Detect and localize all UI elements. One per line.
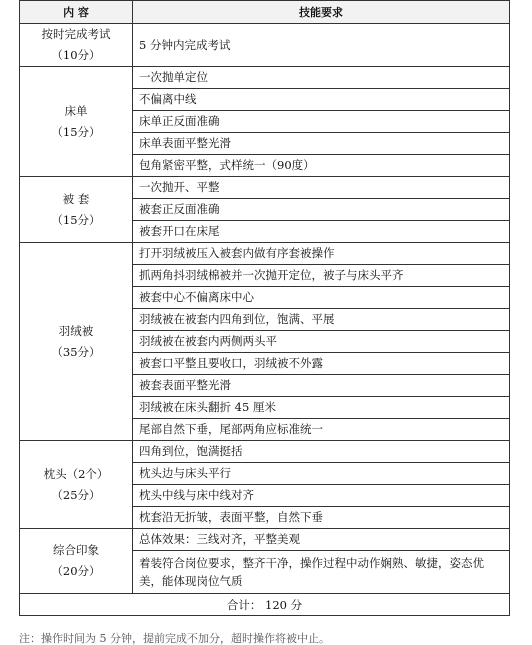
scoring-table bbox=[19, 0, 510, 616]
section-score: （20分） bbox=[51, 564, 101, 578]
requirement-item: 着装符合岗位要求，整齐干净，操作过程中动作娴熟、敏捷，姿态优美，能体现岗位气质 bbox=[133, 551, 510, 594]
section-score: （10分） bbox=[51, 48, 101, 62]
requirement-item: 一次抛单定位 bbox=[133, 67, 510, 89]
section-cell bbox=[20, 67, 133, 177]
section-name: 羽绒被 bbox=[58, 323, 94, 338]
total-cell: 合计： 120 分 bbox=[20, 594, 510, 616]
section-score: （35分） bbox=[51, 344, 101, 359]
footnote: 注：操作时间为 5 分钟，提前完成不加分，超时操作将被中止。 bbox=[19, 632, 330, 645]
requirement-item: 打开羽绒被压入被套内做有序套被操作 bbox=[133, 243, 510, 265]
requirement-item: 抓两角抖羽绒棉被并一次抛开定位，被子与床头平齐 bbox=[133, 265, 510, 287]
section-name: 按时完成考试 bbox=[41, 27, 111, 41]
header-content: 内 容 bbox=[20, 1, 133, 24]
section-cell bbox=[20, 243, 133, 441]
requirement-item: 尾部自然下垂，尾部两角应标准统一 bbox=[133, 419, 510, 441]
section-cell bbox=[20, 529, 133, 594]
requirement-item: 被套正反面准确 bbox=[133, 199, 510, 221]
requirement-item: 四角到位，饱满挺括 bbox=[133, 441, 510, 463]
requirement-item: 不偏离中线 bbox=[133, 89, 510, 111]
table-row bbox=[20, 177, 510, 199]
section-score: （25分） bbox=[51, 487, 101, 502]
table-row bbox=[20, 441, 510, 463]
requirement-item: 包角紧密平整，式样统一（90度） bbox=[133, 155, 510, 177]
requirement-item: 羽绒被在被套内两侧两头平 bbox=[133, 331, 510, 353]
table-row bbox=[20, 243, 510, 265]
total-row bbox=[20, 594, 510, 616]
requirement-item: 枕套沿无折皱，表面平整，自然下垂 bbox=[133, 507, 510, 529]
section-cell bbox=[20, 441, 133, 529]
header-requirements: 技能要求 bbox=[133, 1, 510, 24]
section-name: 综合印象 bbox=[53, 543, 99, 557]
requirement-item: 床单表面平整光滑 bbox=[133, 133, 510, 155]
requirement-item: 被套开口在床尾 bbox=[133, 221, 510, 243]
scoring-table-page bbox=[19, 0, 509, 616]
requirement-item: 枕头中线与床中线对齐 bbox=[133, 485, 510, 507]
table-header-row bbox=[20, 1, 510, 24]
requirement-item: 枕头边与床头平行 bbox=[133, 463, 510, 485]
section-cell bbox=[20, 177, 133, 243]
requirement-item: 羽绒被在被套内四角到位，饱满、平展 bbox=[133, 309, 510, 331]
requirement-item: 床单正反面准确 bbox=[133, 111, 510, 133]
section-name: 床单 bbox=[64, 103, 88, 118]
requirement-item: 被套表面平整光滑 bbox=[133, 375, 510, 397]
requirement-item: 总体效果：三线对齐，平整美观 bbox=[133, 529, 510, 551]
requirement-item: 5 分钟内完成考试 bbox=[133, 24, 510, 67]
section-score: （15分） bbox=[51, 124, 101, 139]
section-name: 枕头（2个） bbox=[43, 466, 109, 481]
requirement-item: 被套口平整且要收口，羽绒被不外露 bbox=[133, 353, 510, 375]
table-row bbox=[20, 67, 510, 89]
section-name: 被 套 bbox=[62, 191, 90, 206]
section-score: （15分） bbox=[51, 212, 101, 227]
section-cell bbox=[20, 24, 133, 67]
requirement-item: 羽绒被在床头翻折 45 厘米 bbox=[133, 397, 510, 419]
table-row bbox=[20, 529, 510, 551]
requirement-item: 一次抛开、平整 bbox=[133, 177, 510, 199]
table-row bbox=[20, 24, 510, 67]
requirement-item: 被套中心不偏离床中心 bbox=[133, 287, 510, 309]
